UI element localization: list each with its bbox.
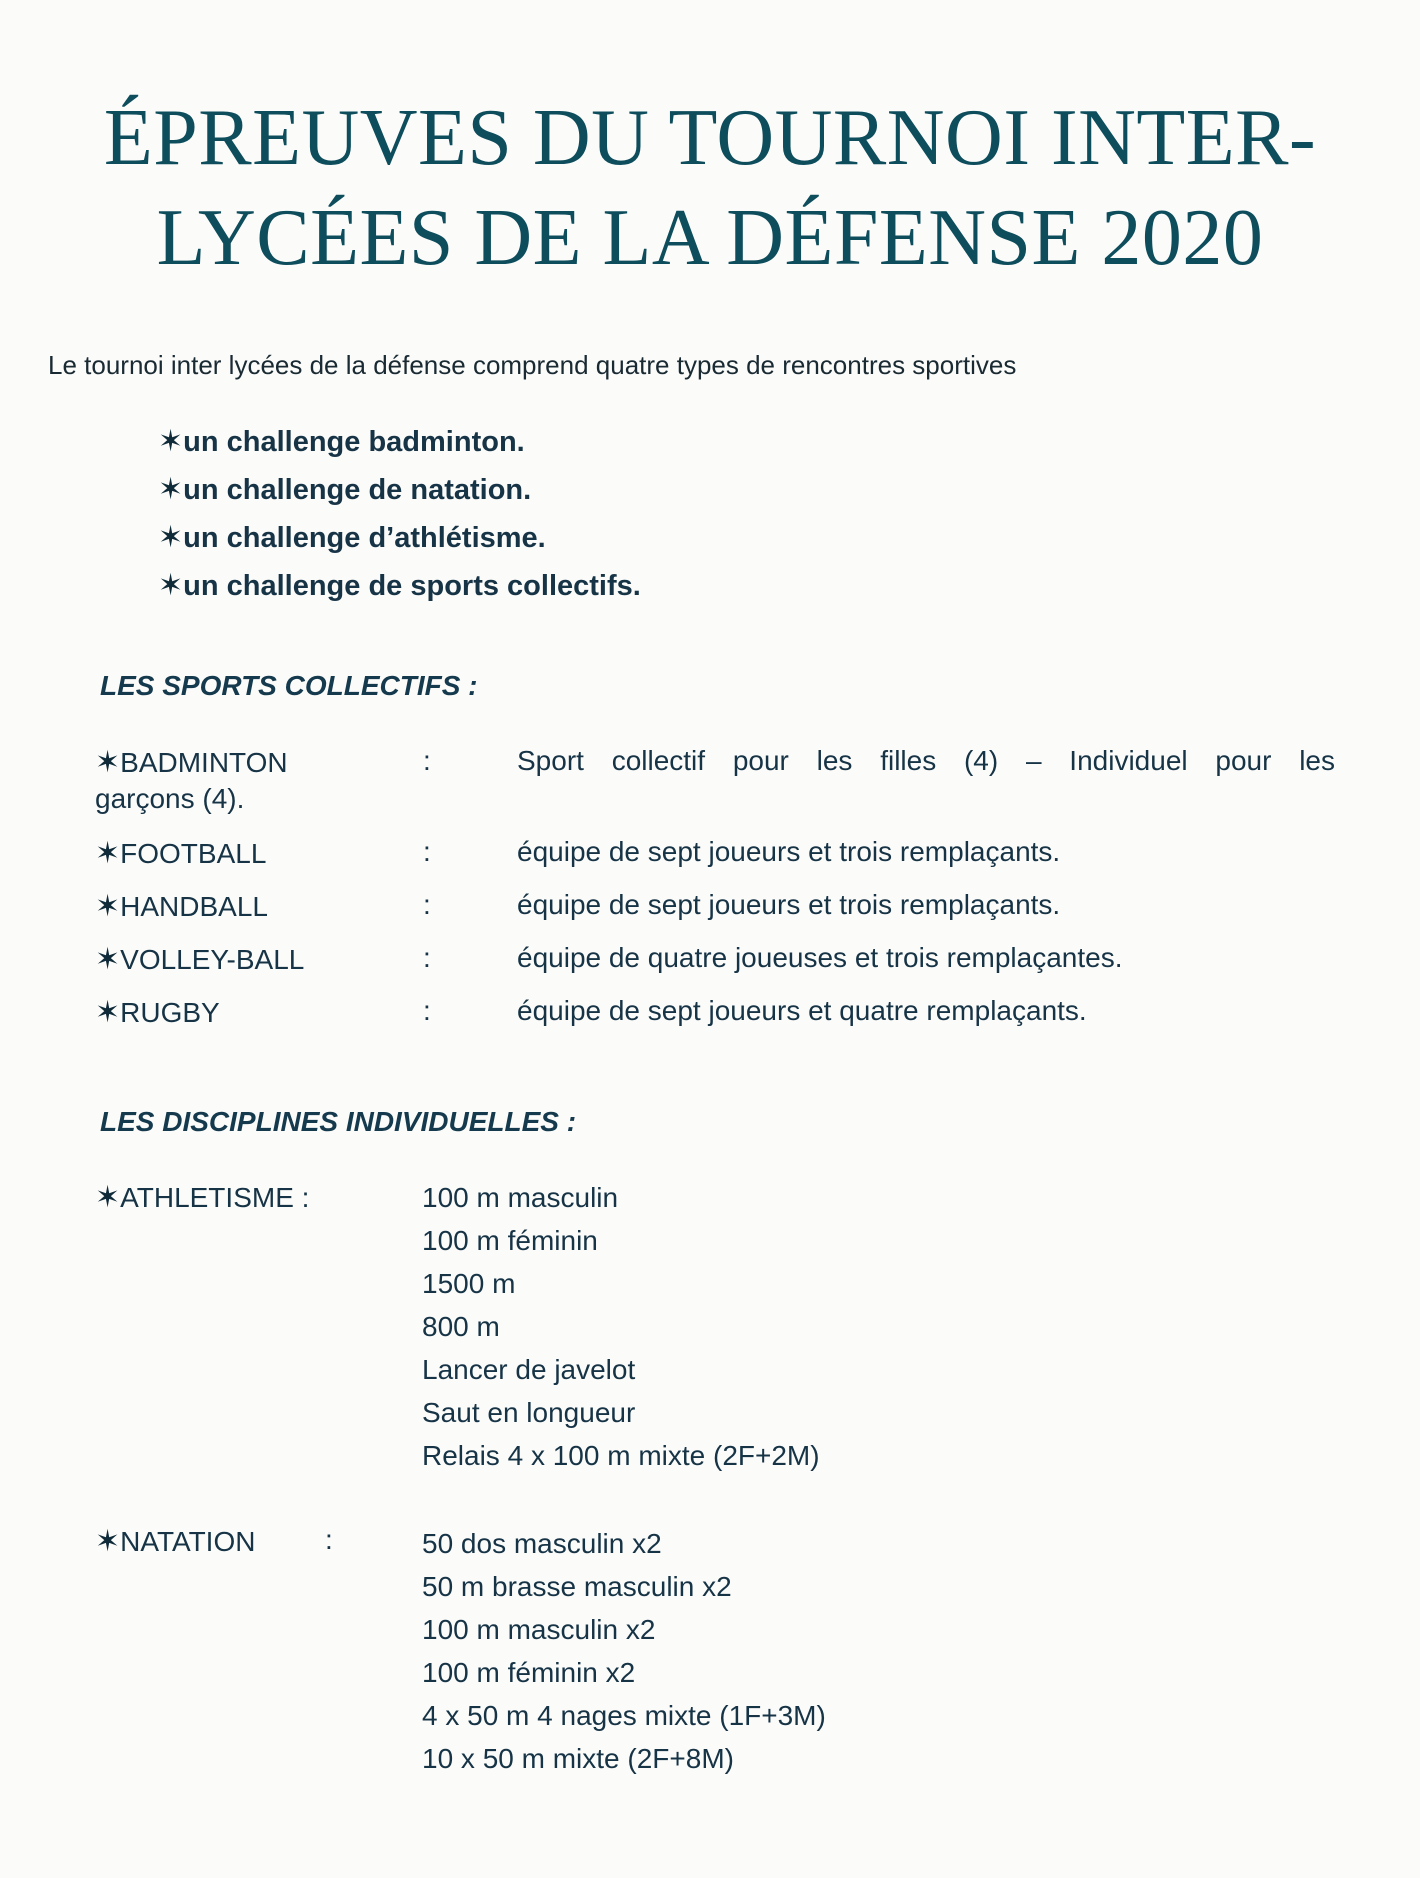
sport-description: équipe de sept joueurs et quatre remplaçants. — [517, 995, 1087, 1026]
event-item: 800 m — [422, 1311, 500, 1342]
sport-name-label: RUGBY — [120, 997, 220, 1028]
sport-name-label: VOLLEY-BALL — [120, 944, 305, 975]
sport-name — [95, 889, 268, 924]
star-icon: ✶ — [95, 746, 121, 779]
natation-event-list — [422, 1522, 826, 1780]
star-icon: ✶ — [95, 837, 121, 870]
event-item: 1500 m — [422, 1268, 516, 1299]
star-icon: ✶ — [158, 425, 184, 458]
challenge-list — [158, 418, 641, 610]
challenge-label: un challenge de natation. — [183, 474, 532, 506]
sport-name — [95, 745, 288, 780]
sport-row-volleyball — [95, 942, 1335, 982]
star-icon: ✶ — [158, 521, 184, 554]
sport-name-label: FOOTBALL — [120, 838, 267, 869]
separator: : — [423, 889, 431, 920]
event-item: 4 x 50 m 4 nages mixte (1F+3M) — [422, 1700, 826, 1731]
sport-row-badminton — [95, 745, 1335, 814]
sport-description-continued: garçons (4). — [95, 783, 245, 814]
title-line-2: LYCÉES DE LA DÉFENSE 2020 — [156, 194, 1264, 282]
sport-row-football — [95, 836, 1335, 876]
challenge-item — [158, 466, 641, 514]
sport-row-handball — [95, 889, 1335, 929]
event-item: Saut en longueur — [422, 1397, 636, 1428]
separator: : — [423, 745, 431, 776]
natation-label — [95, 1524, 255, 1559]
sport-description: équipe de sept joueurs et trois remplaçants. — [517, 836, 1061, 867]
challenge-label: un challenge d’athlétisme. — [183, 522, 546, 554]
star-icon: ✶ — [95, 1181, 121, 1214]
challenge-item — [158, 514, 641, 562]
challenge-item — [158, 418, 641, 466]
sport-name — [95, 836, 266, 871]
star-icon: ✶ — [95, 890, 121, 923]
event-item: 10 x 50 m mixte (2F+8M) — [422, 1743, 734, 1774]
sport-name — [95, 942, 304, 977]
sport-description: équipe de quatre joueuses et trois remplaçantes. — [517, 942, 1123, 973]
sports-collectifs-heading: LES SPORTS COLLECTIFS : — [100, 670, 478, 701]
athletisme-event-list — [422, 1176, 820, 1477]
separator: : — [325, 1524, 333, 1555]
event-item: 100 m féminin x2 — [422, 1657, 636, 1688]
event-item: 50 m brasse masculin x2 — [422, 1571, 732, 1602]
sport-row-rugby — [95, 995, 1335, 1035]
event-item: 100 m masculin x2 — [422, 1614, 656, 1645]
event-item: 50 dos masculin x2 — [422, 1528, 662, 1559]
star-icon: ✶ — [95, 943, 121, 976]
separator: : — [423, 836, 431, 867]
sport-description: Sport collectif pour les filles (4) – Individuel pour les — [517, 745, 1335, 776]
athletisme-label-text: ATHLETISME : — [120, 1182, 310, 1213]
star-icon: ✶ — [158, 473, 184, 506]
event-item: 100 m masculin — [422, 1182, 619, 1213]
separator: : — [423, 995, 431, 1026]
star-icon: ✶ — [95, 996, 121, 1029]
sport-name-label: BADMINTON — [120, 747, 288, 778]
event-item: 100 m féminin — [422, 1225, 598, 1256]
event-item: Lancer de javelot — [422, 1354, 636, 1385]
challenge-item — [158, 562, 641, 610]
sport-name — [95, 995, 220, 1030]
intro-text: Le tournoi inter lycées de la défense comprend quatre types de rencontres sportives — [48, 350, 1017, 380]
sport-name-label: HANDBALL — [120, 891, 268, 922]
separator: : — [423, 942, 431, 973]
event-item: Relais 4 x 100 m mixte (2F+2M) — [422, 1440, 820, 1471]
athletisme-label — [95, 1180, 309, 1215]
challenge-label: un challenge badminton. — [183, 426, 525, 458]
title-line-1: ÉPREUVES DU TOURNOI INTER- — [103, 94, 1317, 182]
star-icon: ✶ — [158, 569, 184, 602]
disciplines-individuelles-heading: LES DISCIPLINES INDIVIDUELLES : — [100, 1106, 577, 1137]
star-icon: ✶ — [95, 1525, 121, 1558]
sport-description: équipe de sept joueurs et trois remplaçants. — [517, 889, 1061, 920]
challenge-label: un challenge de sports collectifs. — [183, 570, 641, 602]
page-title — [40, 88, 1380, 288]
natation-label-text: NATATION — [120, 1526, 256, 1557]
